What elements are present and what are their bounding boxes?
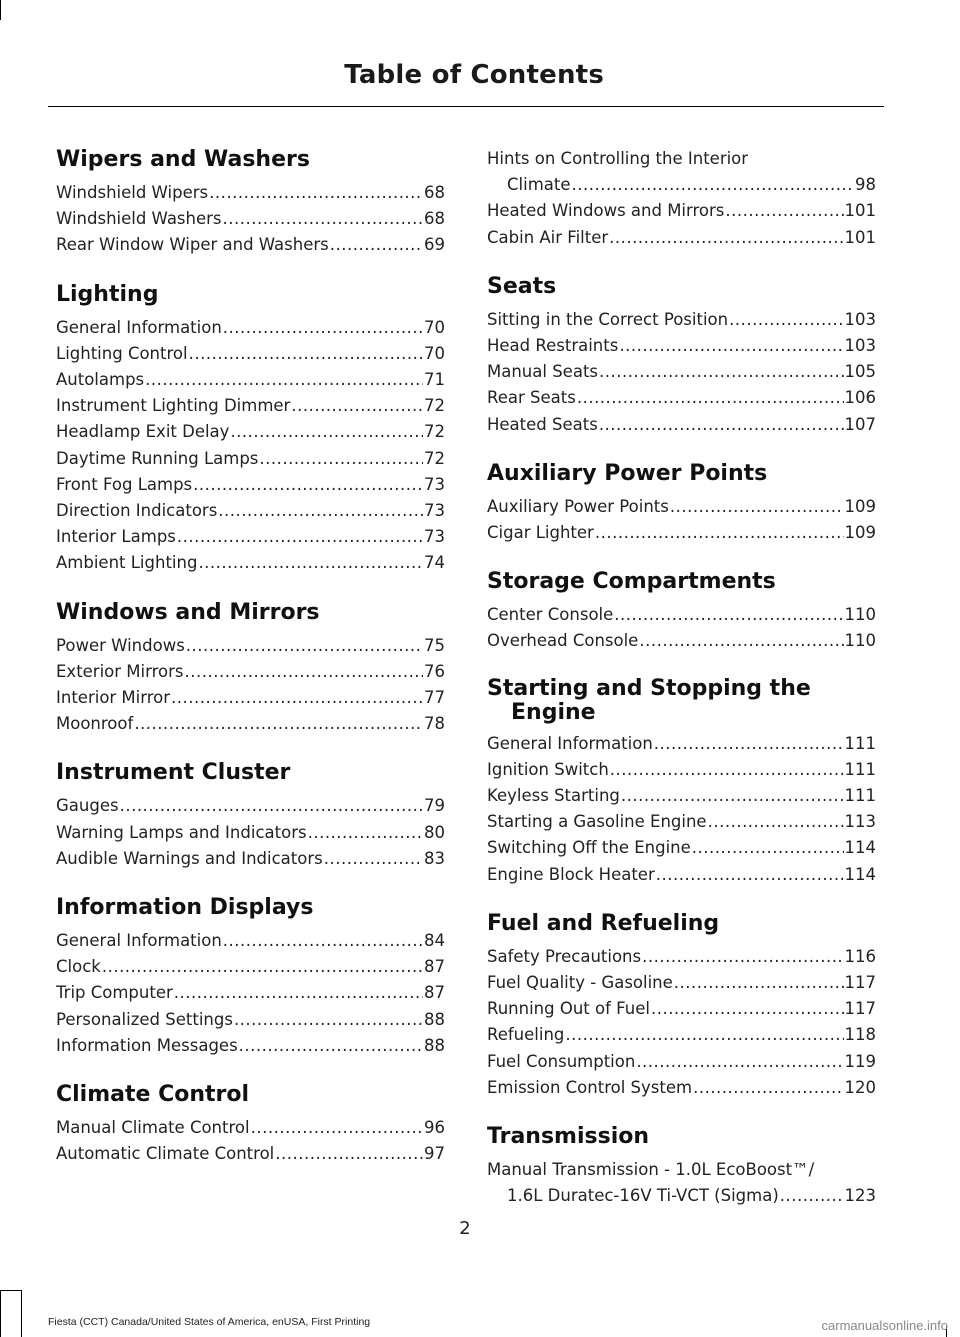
toc-entry-page: 101 <box>844 201 876 221</box>
toc-entry-page: 69 <box>424 235 445 255</box>
toc-entry-page: 72 <box>424 448 445 468</box>
toc-entry-page: 87 <box>424 983 445 1003</box>
toc-entry[interactable] <box>56 341 445 367</box>
toc-entry[interactable] <box>56 1141 445 1167</box>
toc-section <box>487 146 876 251</box>
toc-entry-page: 120 <box>844 1077 876 1097</box>
section-title: Instrument Cluster <box>56 760 291 786</box>
toc-entry-page: 116 <box>844 946 876 966</box>
dot-leader <box>198 550 423 576</box>
toc-entry-page: 109 <box>844 523 876 543</box>
toc-entry-page: 109 <box>844 496 876 516</box>
dot-leader <box>171 685 423 711</box>
toc-entry[interactable] <box>56 180 445 206</box>
toc-entry-page: 117 <box>844 999 876 1019</box>
toc-entry-label-cont: Climate <box>507 175 571 195</box>
toc-entry-label: Rear Seats <box>487 388 576 408</box>
toc-entry-label: General Information <box>56 931 222 951</box>
toc-entry-continuation <box>487 1183 876 1209</box>
toc-entry-label: Heated Windows and Mirrors <box>487 201 725 221</box>
toc-entry-page: 77 <box>424 688 445 708</box>
toc-entry-label: Personalized Settings <box>56 1009 233 1029</box>
toc-entry-page: 80 <box>424 822 445 842</box>
toc-entry[interactable] <box>56 685 445 711</box>
section-title: Windows and Mirrors <box>56 599 320 625</box>
toc-entry[interactable] <box>56 1033 445 1059</box>
toc-entry-page: 114 <box>844 864 876 884</box>
dot-leader <box>674 970 844 996</box>
toc-left-column <box>56 146 445 1189</box>
toc-entry-page: 73 <box>424 501 445 521</box>
toc-entry-label: Ignition Switch <box>487 759 609 779</box>
toc-entry-page: 71 <box>424 370 445 390</box>
section-title: Information Displays <box>56 895 314 921</box>
toc-entry-page: 88 <box>424 1009 445 1029</box>
toc-entry-page: 105 <box>844 362 876 382</box>
toc-entry-label: Cigar Lighter <box>487 523 594 543</box>
toc-entry-page: 119 <box>844 1051 876 1071</box>
toc-entry[interactable] <box>487 494 876 520</box>
toc-entry-label: Front Fog Lamps <box>56 474 193 494</box>
dot-leader <box>656 862 844 888</box>
toc-entry-page: 74 <box>424 553 445 573</box>
toc-entry[interactable] <box>487 628 876 654</box>
toc-entry-label: Power Windows <box>56 635 185 655</box>
toc-entry[interactable] <box>487 602 876 628</box>
toc-entry[interactable] <box>487 1075 876 1101</box>
dot-leader <box>619 333 843 359</box>
dot-leader <box>692 835 844 861</box>
dot-leader <box>145 367 423 393</box>
dot-leader <box>291 393 423 419</box>
toc-entry-page: 73 <box>424 527 445 547</box>
toc-entry[interactable] <box>487 757 876 783</box>
toc-entry-page: 103 <box>844 336 876 356</box>
toc-entry-label: Audible Warnings and Indicators <box>56 848 323 868</box>
dot-leader <box>595 520 844 546</box>
dot-leader <box>185 659 423 685</box>
toc-entry-label: Emission Control System <box>487 1077 693 1097</box>
dot-leader <box>614 602 843 628</box>
dot-leader <box>209 180 423 206</box>
section-title: Transmission <box>487 1124 650 1150</box>
toc-entry-label: General Information <box>56 317 222 337</box>
toc-entry[interactable] <box>487 835 876 861</box>
toc-entry[interactable] <box>487 970 876 996</box>
dot-leader <box>134 711 423 737</box>
toc-entry-label: Manual Transmission - 1.0L EcoBoost™/ <box>487 1160 815 1180</box>
toc-entry[interactable] <box>56 393 445 419</box>
dot-leader <box>324 846 423 872</box>
crop-mark-bottom-left-v2 <box>21 1290 22 1337</box>
toc-entry-page: 68 <box>424 209 445 229</box>
crop-mark-bottom-left-h <box>0 1290 22 1291</box>
toc-entry[interactable] <box>487 1157 876 1209</box>
toc-entry-page: 110 <box>844 631 876 651</box>
toc-entry-page: 79 <box>424 796 445 816</box>
section-title: Starting and Stopping the Engine <box>487 675 811 725</box>
toc-section <box>56 146 445 259</box>
toc-entry-page: 111 <box>844 759 876 779</box>
toc-entry-page: 84 <box>424 931 445 951</box>
dot-leader <box>120 793 423 819</box>
toc-entry-page: 113 <box>844 812 876 832</box>
toc-entry-continuation <box>487 172 876 198</box>
dot-leader <box>259 446 423 472</box>
section-title: Wipers and Washers <box>56 147 310 172</box>
crop-mark-top-left <box>0 0 1 20</box>
toc-entry-label: Engine Block Heater <box>487 864 655 884</box>
toc-entry[interactable] <box>56 711 445 737</box>
toc-entry-page: 110 <box>844 605 876 625</box>
toc-entry[interactable] <box>487 731 876 757</box>
toc-entry-page: 73 <box>424 474 445 494</box>
toc-entry-label: Keyless Starting <box>487 786 620 806</box>
toc-entry-page: 72 <box>424 396 445 416</box>
toc-entry-page: 117 <box>844 973 876 993</box>
section-title: Climate Control <box>56 1082 250 1108</box>
page-title: Table of Contents <box>344 60 604 90</box>
toc-entry-label: Starting a Gasoline Engine <box>487 812 707 832</box>
toc-section <box>56 1081 445 1167</box>
toc-entry-page: 70 <box>424 317 445 337</box>
dot-leader <box>642 944 843 970</box>
title-divider <box>48 106 884 107</box>
toc-entry-label: Ambient Lighting <box>56 553 198 573</box>
dot-leader <box>572 172 855 198</box>
section-title: Auxiliary Power Points <box>487 460 768 486</box>
toc-entry[interactable] <box>56 472 445 498</box>
footer-edition-text: Fiesta (CCT) Canada/United States of America, enUSA, First Printing <box>48 1316 371 1328</box>
dot-leader <box>609 225 843 251</box>
dot-leader <box>599 359 843 385</box>
toc-entry[interactable] <box>487 307 876 333</box>
toc-entry-label: Interior Lamps <box>56 527 176 547</box>
toc-entry[interactable] <box>56 820 445 846</box>
dot-leader <box>102 954 423 980</box>
toc-section <box>56 894 445 1059</box>
toc-entry[interactable] <box>56 980 445 1006</box>
section-title: Fuel and Refueling <box>487 910 720 936</box>
dot-leader <box>230 419 423 445</box>
dot-leader <box>223 315 423 341</box>
dot-leader <box>670 494 844 520</box>
dot-leader <box>577 385 844 411</box>
toc-entry-label: Refueling <box>487 1025 565 1045</box>
toc-section <box>487 273 876 438</box>
toc-entry[interactable] <box>487 359 876 385</box>
section-title: Lighting <box>56 281 159 307</box>
toc-entry-page: 97 <box>424 1144 445 1164</box>
dot-leader <box>251 1115 423 1141</box>
dot-leader <box>693 1075 843 1101</box>
toc-entry-label: Direction Indicators <box>56 501 218 521</box>
toc-entry-page: 75 <box>424 635 445 655</box>
toc-entry-label: Auxiliary Power Points <box>487 496 669 516</box>
toc-entry-label: Trip Computer <box>56 983 173 1003</box>
toc-entry-label: Exterior Mirrors <box>56 661 184 681</box>
toc-entry-page: 96 <box>424 1118 445 1138</box>
toc-entry-label: Lighting Control <box>56 343 188 363</box>
toc-entry-label: Fuel Consumption <box>487 1051 636 1071</box>
dot-leader <box>239 1033 423 1059</box>
toc-entry[interactable] <box>487 385 876 411</box>
toc-entry-label: Headlamp Exit Delay <box>56 422 230 442</box>
toc-entry[interactable] <box>487 996 876 1022</box>
toc-entry-label: Sitting in the Correct Position <box>487 309 729 329</box>
toc-entry[interactable] <box>56 367 445 393</box>
toc-entry-label: Hints on Controlling the Interior <box>487 149 749 168</box>
toc-entry[interactable] <box>487 783 876 809</box>
toc-entry-label: Daytime Running Lamps <box>56 448 259 468</box>
toc-entry[interactable] <box>487 1049 876 1075</box>
toc-entry[interactable] <box>56 315 445 341</box>
toc-section <box>487 460 876 546</box>
toc-entry[interactable] <box>487 1022 876 1048</box>
dot-leader <box>174 980 423 1006</box>
toc-entry[interactable] <box>56 446 445 472</box>
dot-leader <box>599 412 844 438</box>
toc-entry-page: 103 <box>844 309 876 329</box>
section-title: Storage Compartments <box>487 569 776 595</box>
toc-entry-label: Center Console <box>487 605 614 625</box>
dot-leader <box>654 731 844 757</box>
toc-entry[interactable] <box>487 809 876 835</box>
section-title: Seats <box>487 273 557 299</box>
crop-mark-bottom-left <box>0 1290 1 1337</box>
watermark-text: carmanualsonline.info <box>821 1318 948 1333</box>
toc-entry[interactable] <box>487 412 876 438</box>
dot-leader <box>651 996 844 1022</box>
toc-entry[interactable] <box>56 550 445 576</box>
toc-entry-label: Fuel Quality - Gasoline <box>487 973 673 993</box>
toc-entry[interactable] <box>56 633 445 659</box>
dot-leader <box>193 472 423 498</box>
toc-entry-label: Rear Window Wiper and Washers <box>56 235 329 255</box>
toc-entry[interactable] <box>487 225 876 251</box>
toc-entry-label: Windshield Wipers <box>56 183 209 202</box>
toc-entry[interactable] <box>56 954 445 980</box>
dot-leader <box>725 198 843 224</box>
toc-entry[interactable] <box>487 333 876 359</box>
toc-section <box>56 281 445 577</box>
toc-entry[interactable] <box>56 1115 445 1141</box>
toc-entry-page: 83 <box>424 848 445 868</box>
toc-entry-label: Autolamps <box>56 370 145 390</box>
toc-entry[interactable] <box>56 524 445 550</box>
toc-entry-page: 72 <box>424 422 445 442</box>
dot-leader <box>330 232 423 258</box>
toc-entry-page: 111 <box>844 786 876 806</box>
toc-entry-page: 118 <box>844 1025 876 1045</box>
dot-leader <box>729 307 843 333</box>
toc-entry-label: Overhead Console <box>487 631 639 651</box>
toc-section <box>487 1123 876 1209</box>
dot-leader <box>275 1141 423 1167</box>
toc-entry-label: Clock <box>56 957 101 977</box>
toc-section <box>487 568 876 654</box>
toc-entry-label: Gauges <box>56 796 119 816</box>
toc-entry-page: 98 <box>855 175 876 195</box>
toc-entry-label: Manual Seats <box>487 362 599 382</box>
toc-entry-label: Safety Precautions <box>487 946 642 966</box>
toc-section <box>487 677 876 888</box>
toc-entry[interactable] <box>56 793 445 819</box>
toc-entry[interactable] <box>487 520 876 546</box>
dot-leader <box>708 809 844 835</box>
dot-leader <box>780 1183 844 1209</box>
dot-leader <box>177 524 423 550</box>
page-number: 2 <box>459 1218 471 1239</box>
toc-entry[interactable] <box>487 198 876 224</box>
toc-entry-label: Running Out of Fuel <box>487 999 650 1019</box>
toc-entry[interactable] <box>487 862 876 888</box>
toc-entry-page: 76 <box>424 661 445 681</box>
toc-entry-label: Automatic Climate Control <box>56 1144 275 1164</box>
toc-entry-label: Head Restraints <box>487 336 619 356</box>
toc-entry-page: 111 <box>844 733 876 753</box>
dot-leader <box>636 1049 843 1075</box>
toc-entry-page: 70 <box>424 343 445 363</box>
toc-entry[interactable] <box>56 419 445 445</box>
toc-entry-label: Heated Seats <box>487 414 598 434</box>
toc-entry-label: Warning Lamps and Indicators <box>56 822 307 842</box>
dot-leader <box>639 628 843 654</box>
toc-entry[interactable] <box>56 846 445 872</box>
toc-entry-label: Information Messages <box>56 1035 238 1055</box>
dot-leader <box>610 757 844 783</box>
toc-entry-page: 107 <box>844 414 876 434</box>
toc-entry-page: 101 <box>844 227 876 247</box>
toc-entry-label: Cabin Air Filter <box>487 227 609 247</box>
toc-entry-page: 106 <box>844 388 876 408</box>
toc-entry-label: General Information <box>487 733 653 753</box>
toc-entry-label: Instrument Lighting Dimmer <box>56 396 291 416</box>
toc-entry[interactable] <box>56 232 445 258</box>
toc-entry-page: 78 <box>424 714 445 734</box>
dot-leader <box>234 1007 423 1033</box>
dot-leader <box>223 206 423 232</box>
dot-leader <box>621 783 844 809</box>
toc-entry[interactable] <box>56 659 445 685</box>
toc-entry-label: Moonroof <box>56 714 134 734</box>
dot-leader <box>189 341 423 367</box>
toc-entry-label: Manual Climate Control <box>56 1118 250 1138</box>
dot-leader <box>186 633 423 659</box>
toc-entry[interactable] <box>56 206 445 232</box>
dot-leader <box>565 1022 843 1048</box>
toc-entry[interactable] <box>56 498 445 524</box>
toc-entry-page: 87 <box>424 957 445 977</box>
toc-right-column <box>487 146 876 1231</box>
toc-entry[interactable] <box>56 1007 445 1033</box>
toc-entry-label: Windshield Washers <box>56 209 222 229</box>
toc-entry-label: Switching Off the Engine <box>487 838 691 858</box>
dot-leader <box>218 498 423 524</box>
dot-leader <box>223 928 423 954</box>
toc-entry[interactable] <box>487 146 876 198</box>
toc-entry-label: Interior Mirror <box>56 688 171 708</box>
toc-entry-page: 114 <box>844 838 876 858</box>
toc-entry-page: 68 <box>424 183 445 202</box>
toc-entry-page: 88 <box>424 1035 445 1055</box>
toc-section <box>56 599 445 738</box>
toc-entry-label-cont: 1.6L Duratec-16V Ti-VCT (Sigma) <box>507 1186 779 1206</box>
toc-entry[interactable] <box>487 944 876 970</box>
toc-section <box>487 910 876 1101</box>
dot-leader <box>308 820 423 846</box>
toc-section <box>56 759 445 872</box>
toc-entry-page: 123 <box>844 1186 876 1206</box>
toc-entry[interactable] <box>56 928 445 954</box>
